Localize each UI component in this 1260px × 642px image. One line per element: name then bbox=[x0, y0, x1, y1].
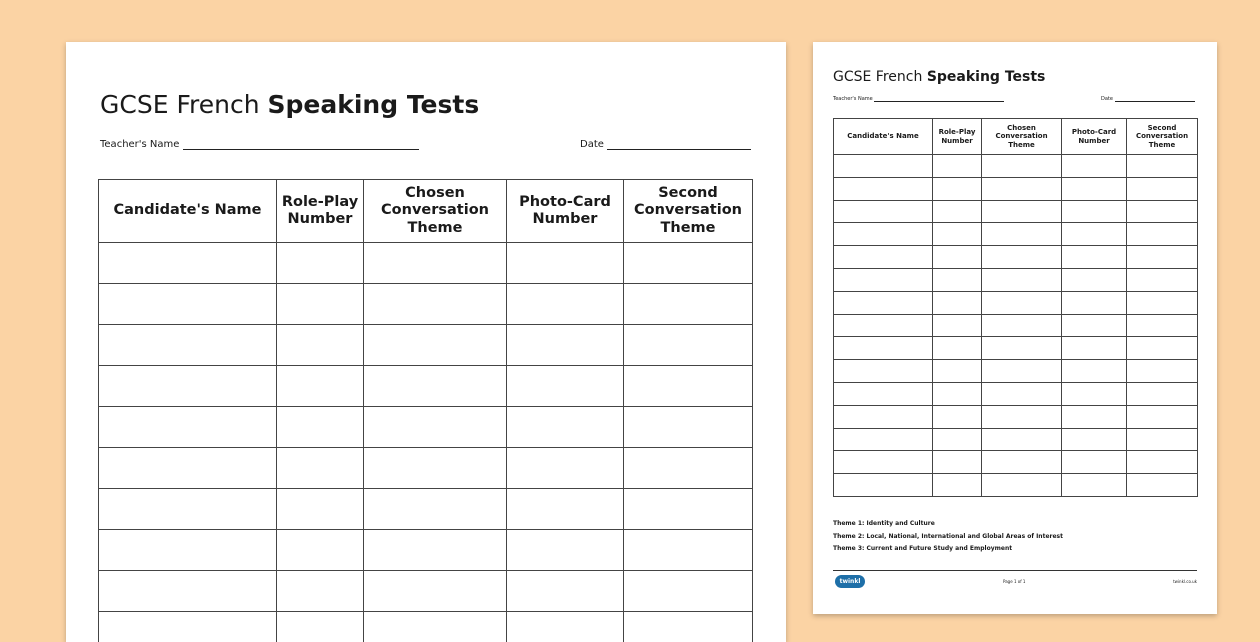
table-cell[interactable] bbox=[277, 489, 364, 530]
table-row bbox=[834, 428, 1198, 451]
teacher-name-line: Teacher's Name bbox=[833, 96, 1004, 102]
theme-item: Theme 2: Local, National, International and Global Areas of Interest bbox=[833, 531, 1063, 544]
table-cell[interactable] bbox=[933, 405, 982, 428]
table-cell[interactable] bbox=[99, 489, 277, 530]
table-row bbox=[834, 382, 1198, 405]
table-cell[interactable] bbox=[1062, 314, 1127, 337]
column-header: Second Conversation Theme bbox=[624, 180, 753, 243]
table-cell[interactable] bbox=[99, 571, 277, 612]
table-row bbox=[99, 612, 753, 642]
table-row bbox=[99, 243, 753, 284]
table-cell[interactable] bbox=[99, 284, 277, 325]
table-cell[interactable] bbox=[1127, 223, 1198, 246]
table-row bbox=[834, 451, 1198, 474]
table-cell[interactable] bbox=[99, 448, 277, 489]
table-cell[interactable] bbox=[1062, 360, 1127, 383]
table-cell[interactable] bbox=[364, 366, 507, 407]
table-cell[interactable] bbox=[982, 177, 1062, 200]
candidate-table bbox=[98, 179, 753, 642]
table-cell[interactable] bbox=[933, 314, 982, 337]
table-cell[interactable] bbox=[277, 325, 364, 366]
table-cell[interactable] bbox=[982, 246, 1062, 269]
table-cell[interactable] bbox=[834, 405, 933, 428]
table-cell[interactable] bbox=[364, 448, 507, 489]
table-cell[interactable] bbox=[507, 489, 624, 530]
table-cell[interactable] bbox=[277, 284, 364, 325]
table-cell[interactable] bbox=[1127, 200, 1198, 223]
table-cell[interactable] bbox=[834, 314, 933, 337]
table-row bbox=[99, 325, 753, 366]
table-row bbox=[99, 530, 753, 571]
table-cell[interactable] bbox=[933, 268, 982, 291]
column-header: Second Conversation Theme bbox=[1127, 119, 1198, 155]
table-cell[interactable] bbox=[99, 530, 277, 571]
table-row bbox=[834, 155, 1198, 178]
table-row bbox=[834, 405, 1198, 428]
column-header: Candidate's Name bbox=[834, 119, 933, 155]
table-cell[interactable] bbox=[834, 268, 933, 291]
table-cell[interactable] bbox=[1062, 155, 1127, 178]
table-cell[interactable] bbox=[277, 407, 364, 448]
table-cell[interactable] bbox=[99, 612, 277, 642]
table-cell[interactable] bbox=[99, 366, 277, 407]
table-cell[interactable] bbox=[277, 243, 364, 284]
table-cell[interactable] bbox=[624, 530, 753, 571]
table-cell[interactable] bbox=[933, 337, 982, 360]
table-cell[interactable] bbox=[364, 612, 507, 642]
table-cell[interactable] bbox=[933, 291, 982, 314]
table-header-row bbox=[99, 180, 753, 243]
table-cell[interactable] bbox=[1127, 382, 1198, 405]
table-row bbox=[834, 223, 1198, 246]
table-cell[interactable] bbox=[507, 325, 624, 366]
table-cell[interactable] bbox=[507, 448, 624, 489]
table-cell[interactable] bbox=[507, 571, 624, 612]
table-cell[interactable] bbox=[982, 405, 1062, 428]
worksheet-title: GCSE French Speaking Tests bbox=[833, 69, 1045, 85]
column-header: Chosen Conversation Theme bbox=[364, 180, 507, 243]
table-cell[interactable] bbox=[933, 177, 982, 200]
table-cell[interactable] bbox=[933, 155, 982, 178]
table-cell[interactable] bbox=[624, 407, 753, 448]
table-cell[interactable] bbox=[1127, 177, 1198, 200]
table-cell[interactable] bbox=[1127, 291, 1198, 314]
table-cell[interactable] bbox=[982, 291, 1062, 314]
table-row bbox=[834, 291, 1198, 314]
table-cell[interactable] bbox=[277, 571, 364, 612]
table-cell[interactable] bbox=[982, 337, 1062, 360]
table-cell[interactable] bbox=[364, 571, 507, 612]
table-cell[interactable] bbox=[834, 428, 933, 451]
table-cell[interactable] bbox=[1062, 223, 1127, 246]
table-cell[interactable] bbox=[982, 200, 1062, 223]
table-row bbox=[99, 366, 753, 407]
table-cell[interactable] bbox=[1062, 474, 1127, 497]
table-cell[interactable] bbox=[982, 451, 1062, 474]
table-cell[interactable] bbox=[982, 155, 1062, 178]
table-cell[interactable] bbox=[1127, 268, 1198, 291]
table-cell[interactable] bbox=[1062, 337, 1127, 360]
table-cell[interactable] bbox=[933, 223, 982, 246]
candidate-table bbox=[833, 118, 1198, 497]
table-cell[interactable] bbox=[1062, 177, 1127, 200]
table-cell[interactable] bbox=[834, 200, 933, 223]
website-url: twinkl.co.uk bbox=[1173, 579, 1197, 584]
theme-list bbox=[833, 518, 1063, 556]
table-cell[interactable] bbox=[507, 530, 624, 571]
table-cell[interactable] bbox=[1127, 360, 1198, 383]
table-cell[interactable] bbox=[1062, 428, 1127, 451]
column-header: Role-Play Number bbox=[933, 119, 982, 155]
table-cell[interactable] bbox=[364, 407, 507, 448]
table-row bbox=[834, 474, 1198, 497]
table-cell[interactable] bbox=[982, 474, 1062, 497]
table-cell[interactable] bbox=[99, 243, 277, 284]
table-cell[interactable] bbox=[834, 474, 933, 497]
table-cell[interactable] bbox=[933, 360, 982, 383]
date-line: Date bbox=[1101, 96, 1195, 102]
twinkl-logo: twinkl bbox=[835, 575, 865, 588]
table-cell[interactable] bbox=[982, 428, 1062, 451]
column-header: Candidate's Name bbox=[99, 180, 277, 243]
theme-item: Theme 3: Current and Future Study and Employment bbox=[833, 543, 1063, 556]
table-row bbox=[834, 314, 1198, 337]
table-cell[interactable] bbox=[1127, 474, 1198, 497]
table-cell[interactable] bbox=[1127, 337, 1198, 360]
table-cell[interactable] bbox=[834, 337, 933, 360]
table-cell[interactable] bbox=[834, 155, 933, 178]
table-cell[interactable] bbox=[1062, 382, 1127, 405]
worksheet-title: GCSE French Speaking Tests bbox=[100, 90, 479, 119]
column-header: Role-Play Number bbox=[277, 180, 364, 243]
table-row bbox=[834, 268, 1198, 291]
table-cell[interactable] bbox=[1127, 314, 1198, 337]
table-cell[interactable] bbox=[364, 489, 507, 530]
table-cell[interactable] bbox=[364, 530, 507, 571]
table-cell[interactable] bbox=[982, 223, 1062, 246]
table-cell[interactable] bbox=[364, 243, 507, 284]
table-cell[interactable] bbox=[364, 284, 507, 325]
worksheet-preview-small bbox=[813, 42, 1217, 614]
table-cell[interactable] bbox=[933, 451, 982, 474]
column-header: Chosen Conversation Theme bbox=[982, 119, 1062, 155]
table-cell[interactable] bbox=[982, 268, 1062, 291]
table-cell[interactable] bbox=[624, 448, 753, 489]
table-cell[interactable] bbox=[277, 530, 364, 571]
table-cell[interactable] bbox=[364, 325, 507, 366]
column-header: Photo-Card Number bbox=[1062, 119, 1127, 155]
table-cell[interactable] bbox=[624, 612, 753, 642]
table-row bbox=[834, 177, 1198, 200]
table-row bbox=[834, 360, 1198, 383]
column-header: Photo-Card Number bbox=[507, 180, 624, 243]
table-cell[interactable] bbox=[1062, 246, 1127, 269]
table-cell[interactable] bbox=[1127, 246, 1198, 269]
teacher-name-line: Teacher's Name bbox=[100, 139, 419, 150]
table-row bbox=[834, 246, 1198, 269]
table-row bbox=[99, 489, 753, 530]
table-cell[interactable] bbox=[507, 243, 624, 284]
table-cell[interactable] bbox=[1127, 451, 1198, 474]
footer-divider bbox=[833, 570, 1197, 571]
table-cell[interactable] bbox=[933, 200, 982, 223]
table-cell[interactable] bbox=[507, 612, 624, 642]
table-cell[interactable] bbox=[1062, 291, 1127, 314]
table-cell[interactable] bbox=[834, 382, 933, 405]
table-cell[interactable] bbox=[834, 291, 933, 314]
table-cell[interactable] bbox=[277, 448, 364, 489]
table-cell[interactable] bbox=[1062, 200, 1127, 223]
table-row bbox=[99, 284, 753, 325]
table-cell[interactable] bbox=[507, 366, 624, 407]
table-cell[interactable] bbox=[624, 489, 753, 530]
table-cell[interactable] bbox=[1127, 405, 1198, 428]
table-cell[interactable] bbox=[624, 325, 753, 366]
table-row bbox=[834, 337, 1198, 360]
date-line: Date bbox=[580, 139, 751, 150]
table-row bbox=[99, 407, 753, 448]
table-row bbox=[834, 200, 1198, 223]
table-header-row bbox=[834, 119, 1198, 155]
table-cell[interactable] bbox=[99, 325, 277, 366]
table-cell[interactable] bbox=[624, 366, 753, 407]
table-cell[interactable] bbox=[834, 246, 933, 269]
table-cell[interactable] bbox=[1062, 451, 1127, 474]
table-cell[interactable] bbox=[982, 314, 1062, 337]
table-cell[interactable] bbox=[834, 451, 933, 474]
table-cell[interactable] bbox=[834, 223, 933, 246]
worksheet-preview-large bbox=[66, 42, 786, 642]
table-cell[interactable] bbox=[982, 382, 1062, 405]
table-cell[interactable] bbox=[507, 284, 624, 325]
table-cell[interactable] bbox=[277, 366, 364, 407]
table-cell[interactable] bbox=[834, 177, 933, 200]
table-cell[interactable] bbox=[99, 407, 277, 448]
table-cell[interactable] bbox=[1127, 428, 1198, 451]
table-cell[interactable] bbox=[933, 474, 982, 497]
page-number: Page 1 of 1 bbox=[1003, 579, 1025, 584]
table-cell[interactable] bbox=[933, 246, 982, 269]
table-cell[interactable] bbox=[624, 571, 753, 612]
table-cell[interactable] bbox=[933, 428, 982, 451]
table-cell[interactable] bbox=[1062, 405, 1127, 428]
table-cell[interactable] bbox=[277, 612, 364, 642]
table-cell[interactable] bbox=[834, 360, 933, 383]
table-cell[interactable] bbox=[624, 243, 753, 284]
table-cell[interactable] bbox=[507, 407, 624, 448]
table-cell[interactable] bbox=[1127, 155, 1198, 178]
theme-item: Theme 1: Identity and Culture bbox=[833, 518, 1063, 531]
table-cell[interactable] bbox=[982, 360, 1062, 383]
table-cell[interactable] bbox=[1062, 268, 1127, 291]
table-row bbox=[99, 571, 753, 612]
table-row bbox=[99, 448, 753, 489]
table-cell[interactable] bbox=[933, 382, 982, 405]
table-cell[interactable] bbox=[624, 284, 753, 325]
